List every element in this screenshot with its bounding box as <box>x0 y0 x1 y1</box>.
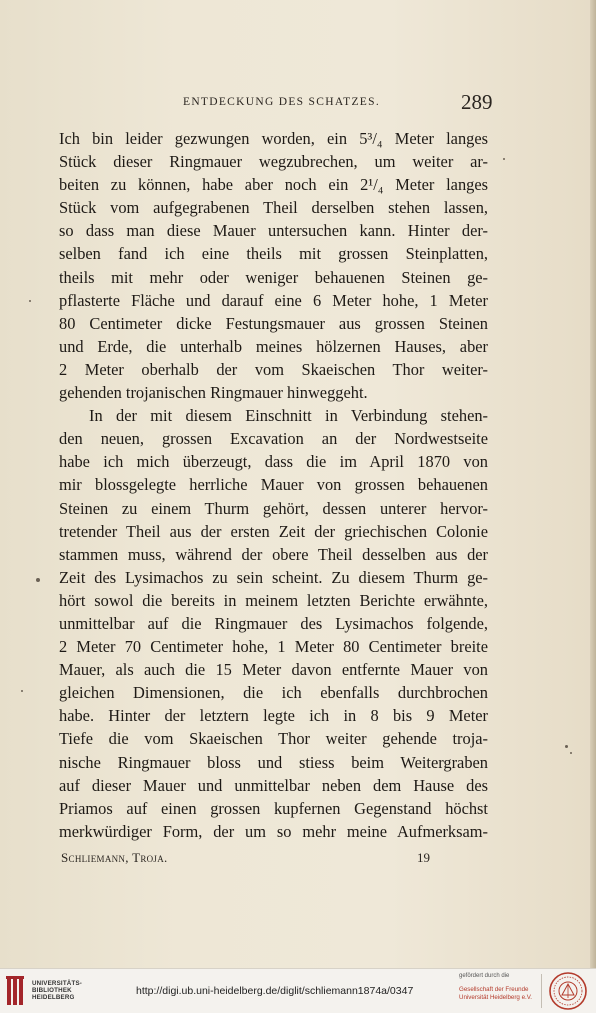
text-line: merkwürdiger Form, der um so mehr meine Aufmerksam- <box>59 821 488 841</box>
text-line: 2 Meter oberhalb der vom Skaeischen Thor weiter- <box>59 359 488 379</box>
body-text <box>59 127 488 843</box>
speck <box>29 300 31 302</box>
text-line-paragraph-start: In der mit diesem Einschnitt in Verbindung stehen- <box>89 406 488 426</box>
text-line: Tiefe die vom Skaeischen Thor weiter gehende troja- <box>59 729 488 749</box>
society-name-line: Universität Heidelberg e.V. <box>459 994 533 1001</box>
permalink-url[interactable]: http://digi.ub.uni-heidelberg.de/diglit/schliemann1874a/0347 <box>136 985 414 997</box>
speck <box>565 745 568 748</box>
text-line: und Erde, die unterhalb meines hölzernen Hauses, aber <box>59 336 488 356</box>
text-line: unmittelbar auf die Ringmauer des Lysimachos folgende, <box>59 613 488 633</box>
text-line: den neuen, grossen Excavation an der Nordwestseite <box>59 429 488 449</box>
text-line: Steinen zu einem Thurm gehört, dessen unterer hervor- <box>59 498 488 518</box>
text-line: Ich bin leider gezwungen worden, ein 5³/₄ Meter langes <box>59 129 488 148</box>
text-line: Zeit des Lysimachos zu sein scheint. Zu diesem Thurm ge- <box>59 567 488 587</box>
text-line: Priamos auf einen grossen kupfernen Gegenstand höchst <box>59 798 488 818</box>
page-footer <box>61 850 491 870</box>
text-line: theils mit mehr oder weniger behauenen Steinen ge- <box>59 267 488 287</box>
page-edge-shadow <box>590 0 596 968</box>
text-line: gleichen Dimensionen, die ich ebenfalls durchbrochen <box>59 683 488 703</box>
text-line: habe ich mich überzeugt, dass die im April 1870 von <box>59 452 488 472</box>
library-name-line: BIBLIOTHEK <box>32 987 72 995</box>
society-name-line: Gesellschaft der Freunde <box>459 986 529 993</box>
text-line: stammen muss, während der obere Theil desselben aus der <box>59 544 488 564</box>
text-line-paragraph-end: gehenden trojanischen Ringmauer hinweggeht. <box>59 383 368 403</box>
library-name-line: HEIDELBERG <box>32 994 75 1002</box>
society-name <box>459 986 532 1002</box>
text-line: so dass man diese Mauer untersuchen kann. Hinter der- <box>59 221 488 241</box>
university-seal-icon <box>548 971 588 1011</box>
text-line: selben fand ich eine theils mit grossen Steinplatten, <box>59 244 488 264</box>
page-number: 289 <box>461 90 493 114</box>
speck <box>21 690 23 692</box>
funded-by-label: gefördert durch die <box>459 973 510 979</box>
text-line: 2 Meter 70 Centimeter hohe, 1 Meter 80 Centimeter breite <box>59 637 488 657</box>
text-line: Stück dieser Ringmauer wegzubrechen, um weiter ar- <box>59 152 488 172</box>
text-line: hört sowol die bereits in meinem letzten Berichte erwähnte, <box>59 590 488 610</box>
text-line: auf dieser Mauer und unmittelbar neben dem Hause des <box>59 775 488 795</box>
text-line: Stück vom aufgegrabenen Theil derselben stehen lassen, <box>59 198 488 218</box>
text-line: pflasterte Fläche und darauf eine 6 Meter hohe, 1 Meter <box>59 290 488 310</box>
text-line: nische Ringmauer bloss und stiess beim Weitergraben <box>59 752 488 772</box>
viewer-footer-bar <box>0 968 596 1013</box>
library-name-line: UNIVERSITÄTS- <box>32 980 83 987</box>
running-head <box>0 90 596 118</box>
gathering-number: 19 <box>417 850 430 865</box>
speck <box>36 578 40 582</box>
text-line: habe. Hinter der letztern legte ich in 8 bis 9 Meter <box>59 706 488 726</box>
text-line: tretender Theil aus der ersten Zeit der griechischen Colonie <box>59 521 488 541</box>
text-line: beiten zu können, habe aber noch ein 2¹/₄ Meter langes <box>59 175 488 195</box>
running-head-title: ENTDECKUNG DES SCHATZES. <box>183 96 380 108</box>
divider <box>541 974 542 1008</box>
library-logo-icon <box>6 975 26 1007</box>
signature-mark: Schliemann, Troja. <box>61 850 168 865</box>
library-name <box>32 980 82 1002</box>
text-line: Mauer, als auch die 15 Meter davon entfernte Mauer von <box>59 660 488 680</box>
speck <box>570 752 572 754</box>
speck <box>503 158 505 160</box>
text-line: mir blossgelegte herrliche Mauer von grossen behauenen <box>59 475 488 495</box>
text-line: 80 Centimeter dicke Festungsmauer aus grossen Steinen <box>59 313 488 333</box>
